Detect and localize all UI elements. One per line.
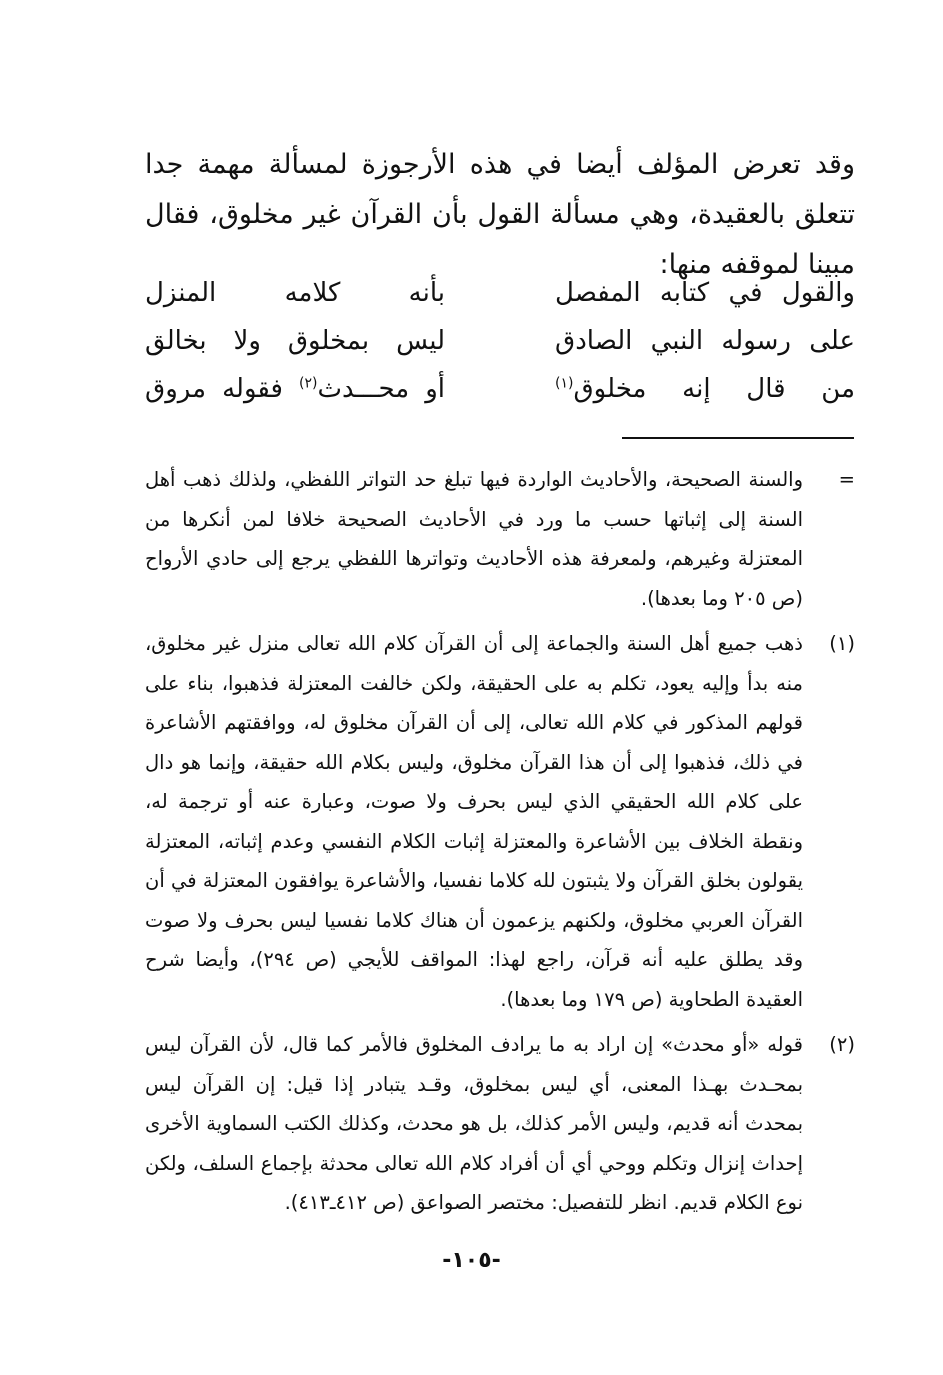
verse-word: بخالق xyxy=(145,326,207,356)
verse-word: ليس xyxy=(396,326,445,356)
footnote-1 xyxy=(145,624,855,1019)
verse-2-first-hemistich xyxy=(555,326,855,356)
verse-word: والقول xyxy=(781,278,855,308)
footnote-continued xyxy=(145,460,855,618)
verse-3-first-hemistich xyxy=(555,374,855,404)
verse-word: بأنه xyxy=(408,278,445,308)
main-text: وقد تعرض المؤلف أيضا في هذه الأرجوزة لمسألة مهمة جدا تتعلق بالعقيدة، وهي مسألة القول بأن القرآن غير مخلوق، فقال مبينا لموقفه منها: xyxy=(145,149,855,280)
footnote-mark: = xyxy=(838,468,855,491)
footnotes xyxy=(145,460,855,1229)
verse-word: محـــدث xyxy=(317,374,410,404)
verse-word: مخلوق xyxy=(573,374,647,404)
footnote-separator xyxy=(622,437,854,439)
verse-word: رسوله xyxy=(721,326,791,356)
footnote-ref-2: (٢) xyxy=(299,375,318,392)
verse-word-with-ref xyxy=(555,374,646,404)
verse-word: الصادق xyxy=(555,326,633,356)
verse-word: في xyxy=(728,278,763,308)
footnote-text: والسنة الصحيحة، والأحاديث الواردة فيها تبلغ حد التواتر اللفظي، ولذلك ذهب أهل السنة إلى إثباتها حسب ما ورد في الأحاديث الصحيحة خلافا لمن أنكرها من المعتزلة وغيرهم، ولمعرفة هذه الأحاديث وتواترها اللفظي يرجع إلى حادي الأرواح (ص ٢٠٥ وما بعدها). xyxy=(145,468,803,610)
verse-word: على xyxy=(809,326,855,356)
footnote-mark: (٢) xyxy=(829,1033,855,1056)
footnote-2 xyxy=(145,1025,855,1223)
verse-word: ولا xyxy=(233,326,261,356)
verse-word: كتابه xyxy=(659,278,710,308)
verse-word: كلامه xyxy=(284,278,341,308)
verse-2 xyxy=(145,326,855,374)
verse-word-with-ref xyxy=(299,374,409,404)
footnote-text: ذهب جميع أهل السنة والجماعة إلى أن القرآن كلام الله تعالى منزل غير مخلوق، منه بدأ وإليه يعود، تكلم به على الحقيقة، ولكن خالفت المعتزلة فذهبوا، بناء على قولهم المذكور في كلام الله تعالى، إلى أن القرآن مخلوق له، ووافقتهم الأشاعرة في ذلك، فذهبوا إلى أن هذا القرآن مخلوق، وليس بكلام الله حقيقة، وإنما هو دال على كلام الله الحقيقي الذي ليس بحرف ولا صوت، وعبارة عنه أو ترجمة له، ونقطة الخلاف بين الأشاعرة والمعتزلة إثبات الكلام النفسي وعدم إثباته، المعتزلة يقولون بخلق القرآن ولا يثبتون لله كلاما نفسيا، والأشاعرة يوافقون المعتزلة في أن القرآن العربي مخلوق، ولكنهم يزعمون أن هناك كلاما نفسيا ليس بحرف ولا صوت وقد يطلق عليه أنه قرآن، راجع لهذا: المواقف للأيجي (ص ٢٩٤)، وأيضا شرح العقيدة الطحاوية (ص ١٧٩ وما بعدها). xyxy=(145,632,803,1011)
verse-word: بمخلوق xyxy=(287,326,370,356)
verse-3-second-hemistich xyxy=(145,374,445,404)
verse-1 xyxy=(145,278,855,326)
verse-word: قال xyxy=(746,374,786,404)
poem-verses xyxy=(145,278,855,422)
verse-word: مروق xyxy=(145,374,207,404)
verse-word: من xyxy=(821,374,855,404)
verse-word: إنه xyxy=(682,374,711,404)
page-number: -١٠٥- xyxy=(442,1248,501,1273)
verse-3 xyxy=(145,374,855,422)
verse-2-second-hemistich xyxy=(145,326,445,356)
footnote-text: قوله «أو محدث» إن اراد به ما يرادف المخلوق فالأمر كما قال، لأن القرآن ليس بمحـدث بهـذا المعنى، أي ليس بمخلوق، وقـد يتبادر إذا قيل: إن القرآن ليس بمحدث أنه قديم، وليس الأمر كذلك، بل هو محدث، وكذلك الكتب السماوية الأخرى إحداث إنزال وتكلم ووحي أي أن أفراد كلام الله تعالى محدثة بإجماع السلف، ولكن نوع الكلام قديم. انظر للتفصيل: مختصر الصواعق (ص ٤١٢ـ٤١٣). xyxy=(145,1033,803,1214)
verse-word: فقوله xyxy=(222,374,283,404)
verse-word: المفصل xyxy=(555,278,641,308)
verse-word: المنزل xyxy=(145,278,217,308)
verse-word: أو xyxy=(425,374,445,404)
footnote-ref-1: (١) xyxy=(555,375,574,392)
footnote-mark: (١) xyxy=(829,632,855,655)
verse-word: النبي xyxy=(650,326,704,356)
verse-1-second-hemistich xyxy=(145,278,445,308)
main-paragraph xyxy=(145,140,855,290)
verse-1-first-hemistich xyxy=(555,278,855,308)
